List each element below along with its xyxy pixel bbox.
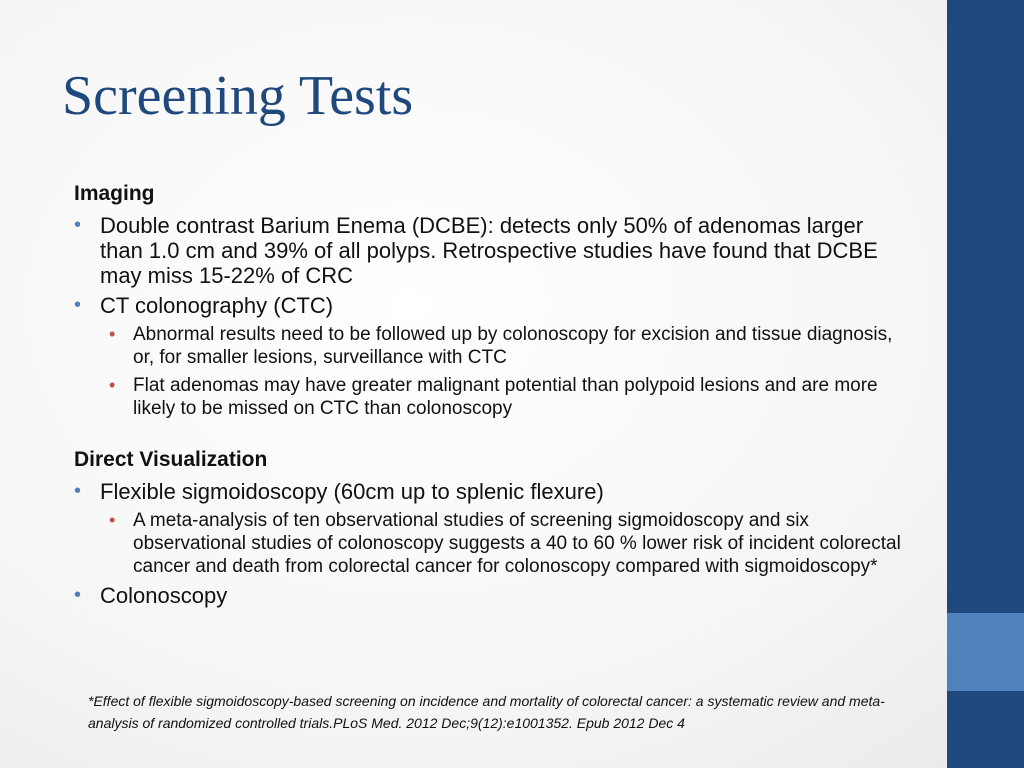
list-item: [74, 583, 904, 608]
sub-bullet-dot-icon: •: [109, 510, 116, 530]
section-heading: Imaging: [74, 182, 155, 205]
slide-title: Screening Tests: [62, 65, 414, 127]
list-item-text: Colonoscopy: [100, 583, 228, 608]
list-item-text: Flexible sigmoidoscopy (60cm up to splenic flexure): [100, 479, 604, 504]
list-item: [74, 479, 904, 578]
bullet-list: [74, 479, 904, 608]
sub-list-item-text: Abnormal results need to be followed up by colonoscopy for excision and tissue diagnosis, or, for smaller lesions, surveillance with CTC: [133, 324, 893, 368]
sub-list-item: [100, 374, 904, 420]
list-item: [74, 293, 904, 420]
sub-bullet-dot-icon: •: [109, 375, 116, 395]
sub-bullet-list: [100, 509, 904, 578]
slide-content: [74, 180, 904, 608]
bullet-dot-icon: •: [74, 214, 82, 236]
sub-list-item: [100, 323, 904, 369]
section-heading: Direct Visualization: [74, 448, 268, 471]
sub-bullet-dot-icon: •: [109, 324, 116, 344]
side-accent-block: [947, 613, 1024, 691]
bullet-dot-icon: •: [74, 584, 82, 606]
sub-list-item-text: A meta-analysis of ten observational studies of screening sigmoidoscopy and six observational studies of colonoscopy suggests a 40 to 60 % lower risk of incident colorectal cancer and death from colorectal cancer for colonoscopy compared with sigmoidoscopy*: [133, 510, 901, 577]
section-spacer: [74, 420, 904, 446]
bullet-list: [74, 213, 904, 420]
section-imaging: [74, 180, 904, 420]
bullet-dot-icon: •: [74, 294, 82, 316]
list-item: [74, 213, 904, 288]
list-item-text: CT colonography (CTC): [100, 293, 334, 318]
section-direct-visualization: [74, 446, 904, 608]
sub-list-item-text: Flat adenomas may have greater malignant potential than polypoid lesions and are more likely to be missed on CTC than colonoscopy: [133, 375, 878, 419]
bullet-dot-icon: •: [74, 480, 82, 502]
sub-bullet-list: [100, 323, 904, 420]
list-item-text: Double contrast Barium Enema (DCBE): detects only 50% of adenomas larger than 1.0 cm and 39% of all polyps. Retrospective studies have found that DCBE may miss 15-22% of CRC: [100, 213, 878, 288]
footnote-citation: *Effect of flexible sigmoidoscopy-based screening on incidence and mortality of colorectal cancer: a systematic review and meta-analysis of randomized controlled trials.PLoS Med. 2012 Dec;9(12):e1001352. Epub 2012 Dec 4: [88, 693, 885, 731]
sub-list-item: [100, 509, 904, 578]
